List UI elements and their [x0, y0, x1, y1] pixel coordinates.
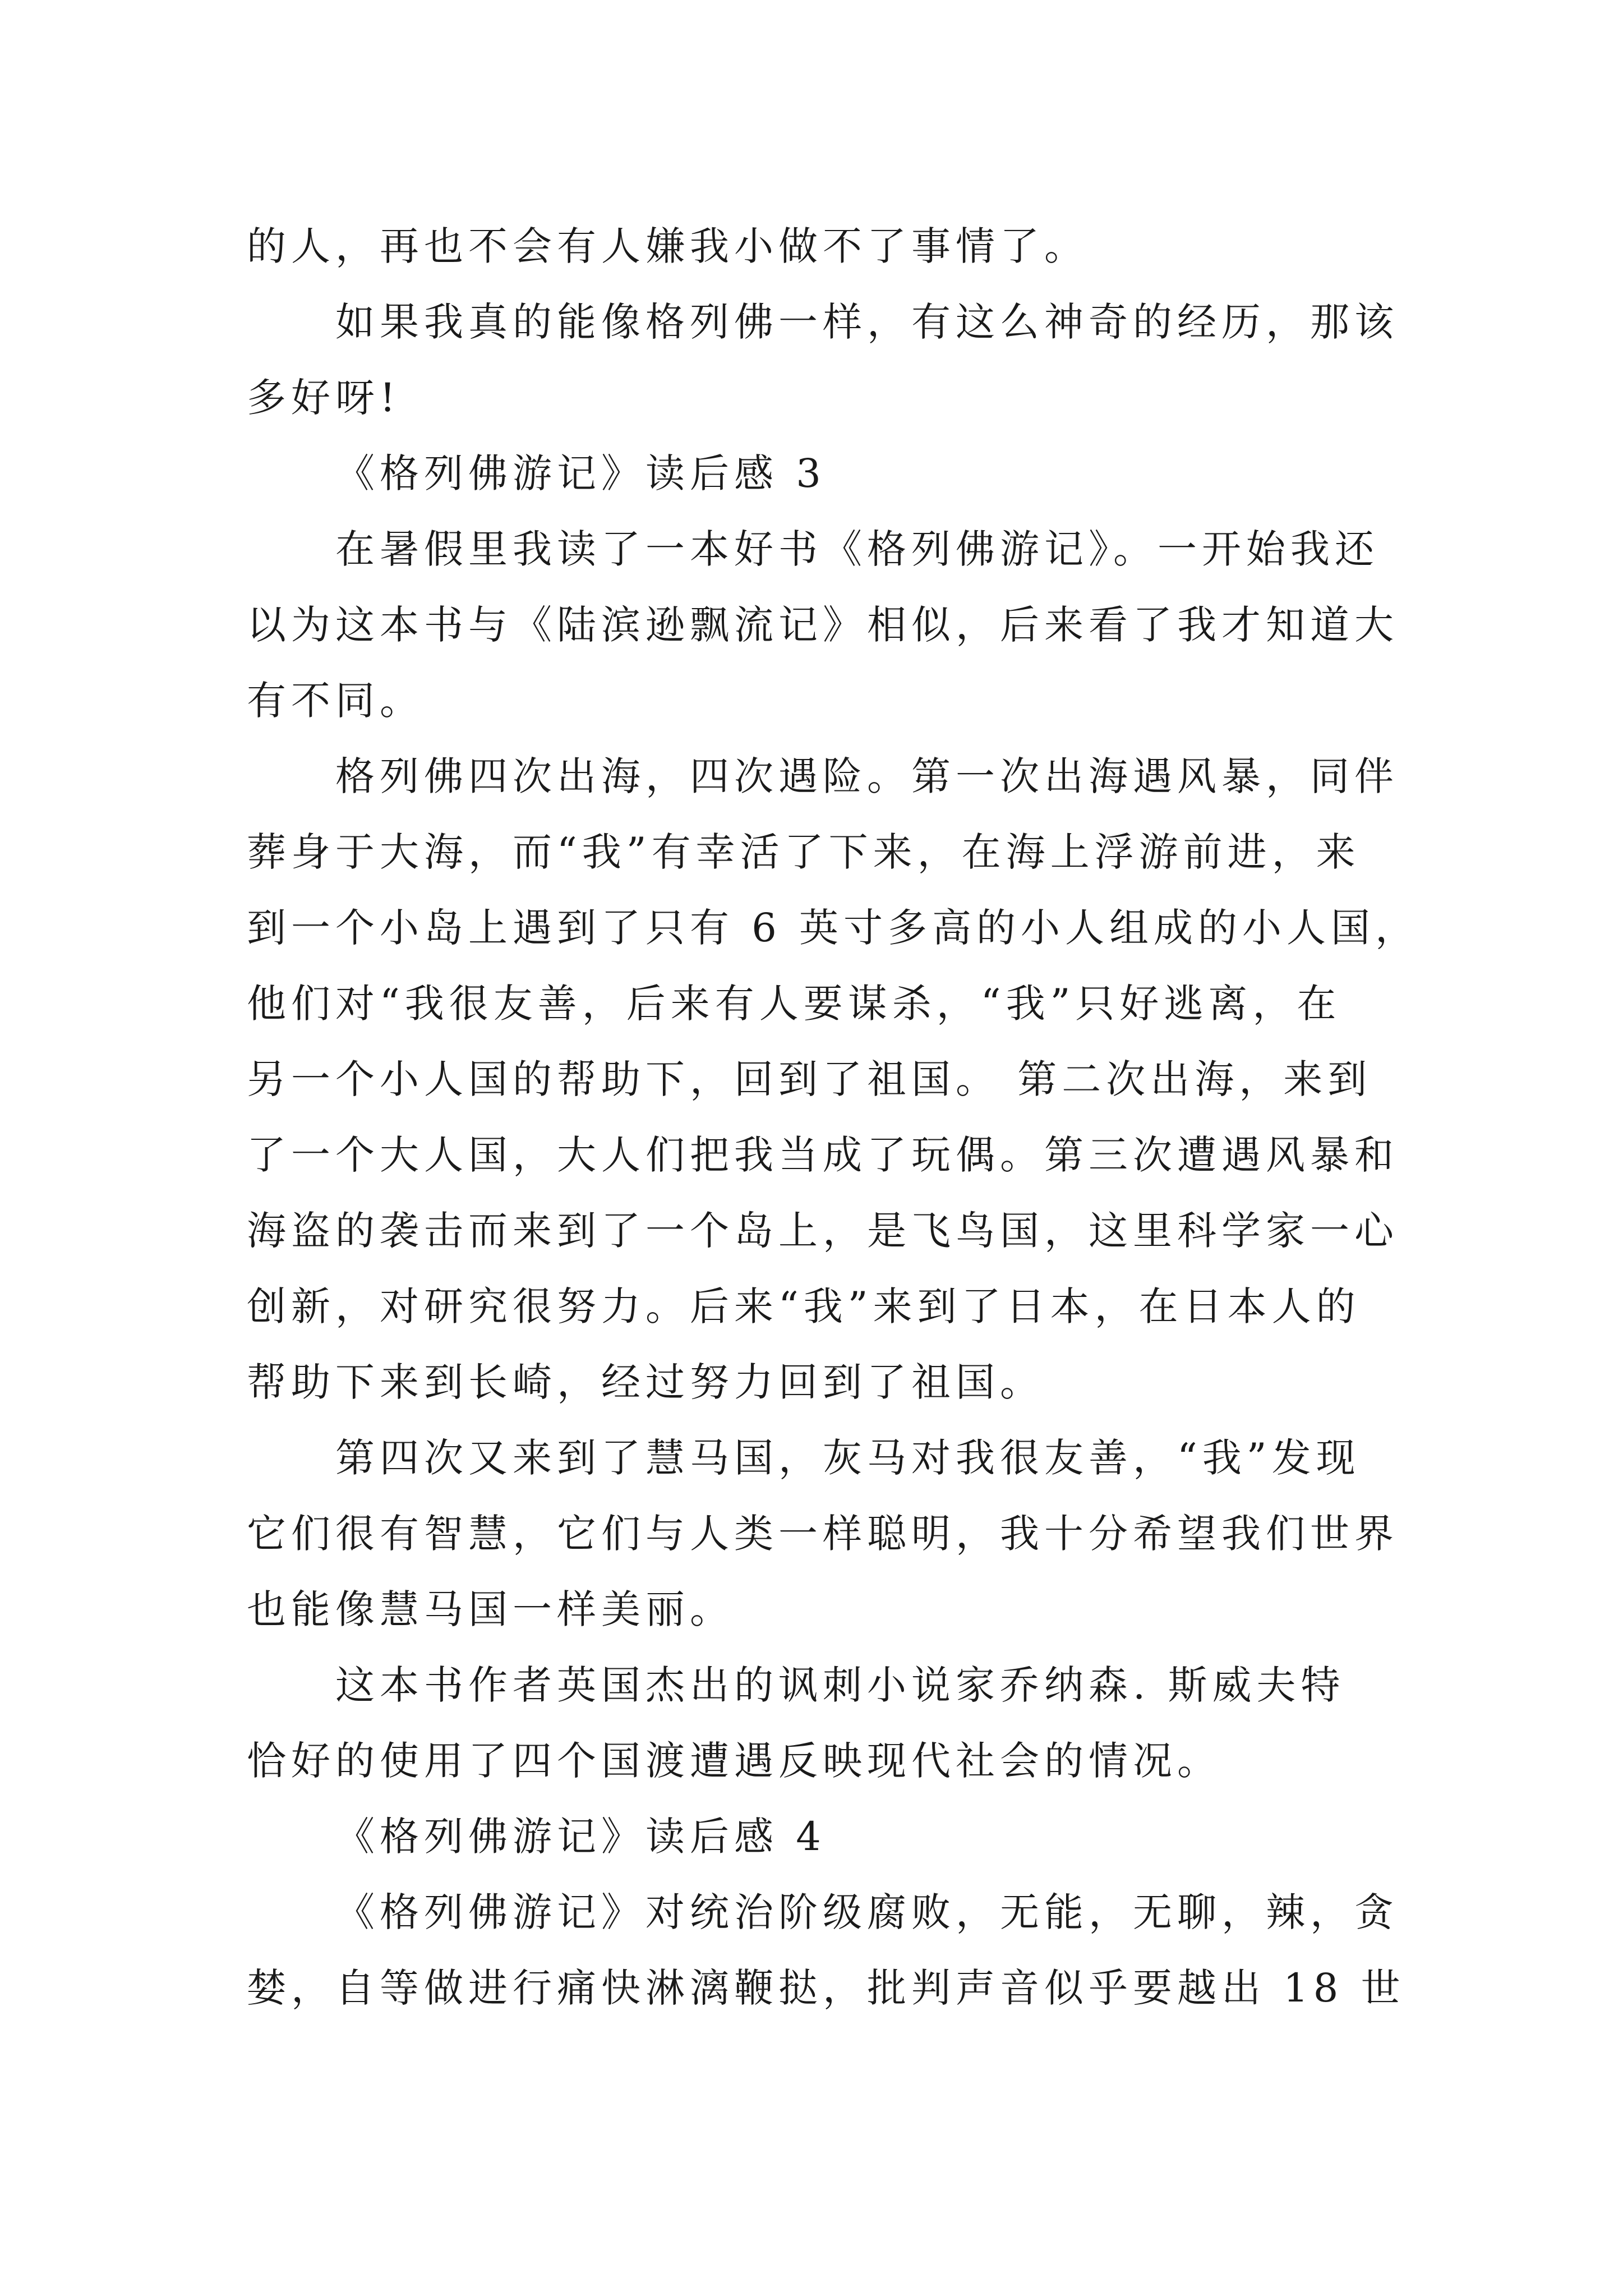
text-line: 的人，再也不会有人嫌我小做不了事情了。 [247, 223, 1089, 269]
text-line: 婪，自等做进行痛快淋漓鞭挞，批判声音似乎要越出 18 世 [247, 1965, 1405, 2011]
text-line: 了一个大人国，大人们把我当成了玩偶。第三次遭遇风暴和 [247, 1132, 1399, 1178]
text-line: 另一个小人国的帮助下，回到了祖国。 第二次出海，来到 [247, 1056, 1372, 1102]
text-line: 它们很有智慧，它们与人类一样聪明，我十分希望我们世界 [247, 1511, 1399, 1557]
text-line: 这本书作者英国杰出的讽刺小说家乔纳森. 斯威夫特 [335, 1662, 1345, 1708]
text-line: 格列佛四次出海，四次遇险。第一次出海遇风暴，同伴 [335, 753, 1399, 799]
text-line: 多好呀! [247, 375, 401, 421]
text-line: 到一个小岛上遇到了只有 6 英寸多高的小人组成的小人国， [247, 905, 1420, 951]
text-line: 如果我真的能像格列佛一样，有这么神奇的经历，那该 [335, 299, 1399, 345]
section-heading: 《格列佛游记》读后感 3 [335, 450, 826, 496]
text-line: 第四次又来到了慧马国，灰马对我很友善，“我”发现 [335, 1435, 1361, 1481]
text-line: 《格列佛游记》对统治阶级腐败，无能，无聊，辣，贪 [335, 1889, 1399, 1935]
text-line: 创新，对研究很努力。后来“我”来到了日本，在日本人的 [247, 1283, 1361, 1329]
text-line: 也能像慧马国一样美丽。 [247, 1586, 734, 1632]
section-heading: 《格列佛游记》读后感 4 [335, 1814, 826, 1860]
text-line: 以为这本书与《陆滨逊飘流记》相似，后来看了我才知道大 [247, 602, 1399, 648]
text-line: 帮助下来到长崎，经过努力回到了祖国。 [247, 1359, 1044, 1405]
text-line: 他们对“我很友善，后来有人要谋杀，“我”只好逃离，在 [247, 981, 1341, 1027]
text-line: 葬身于大海，而“我”有幸活了下来，在海上浮游前进，来 [247, 829, 1361, 875]
text-line: 在暑假里我读了一本好书《格列佛游记》。一开始我还 [335, 526, 1379, 572]
text-line: 有不同。 [247, 678, 424, 724]
text-line: 恰好的使用了四个国渡遭遇反映现代社会的情况。 [247, 1738, 1221, 1784]
document-body [247, 209, 1420, 2026]
text-line: 海盗的袭击而来到了一个岛上，是飞鸟国，这里科学家一心 [247, 1208, 1399, 1254]
